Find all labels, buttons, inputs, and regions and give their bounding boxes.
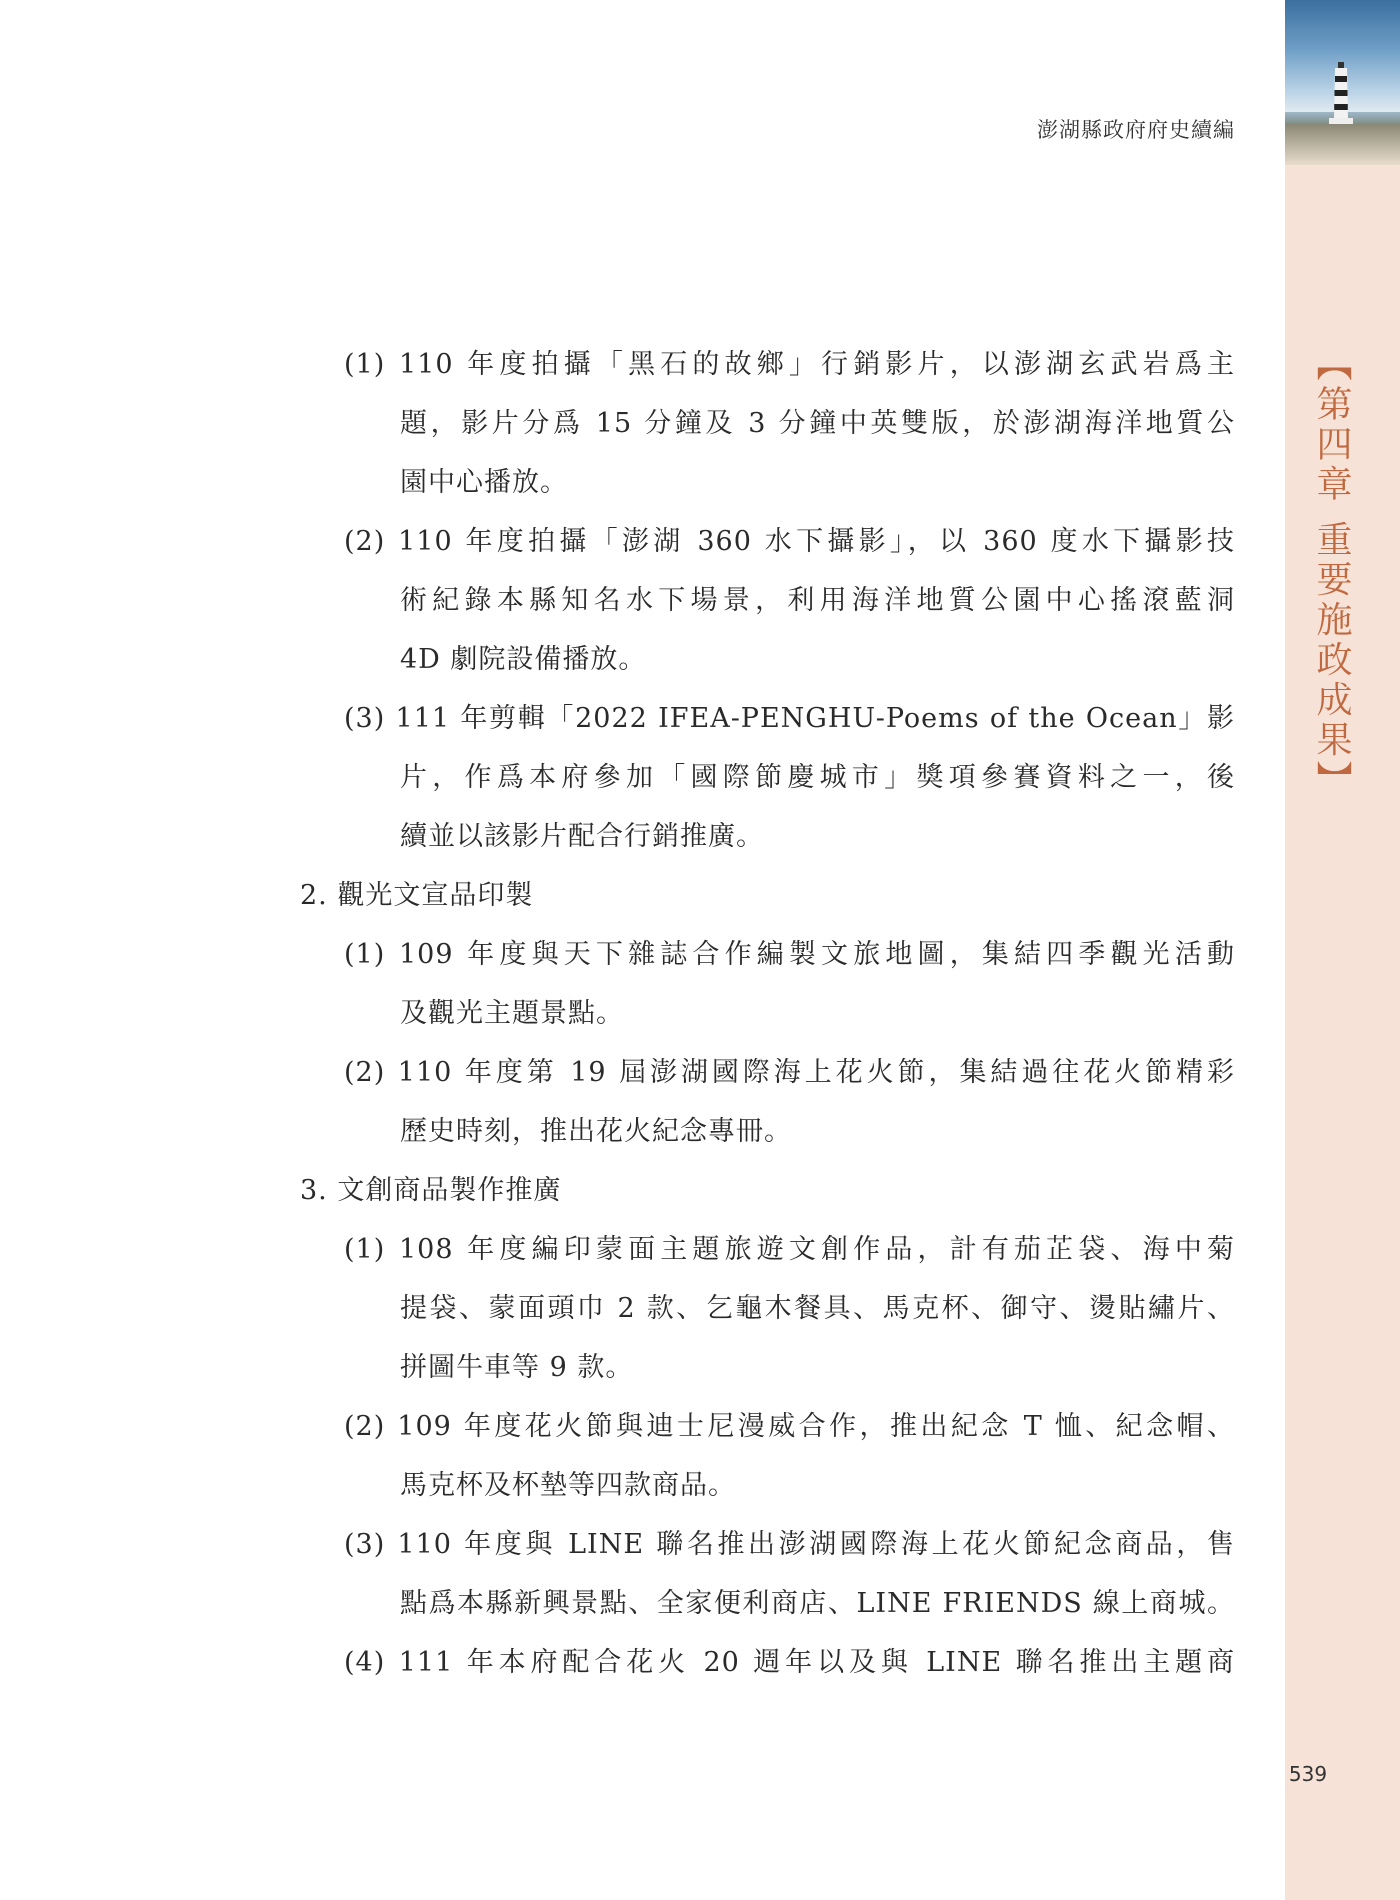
text-line: 歷史時刻，推出花火紀念專冊。 <box>400 1116 792 1147</box>
text-line: (2) 110 年度第 19 屆澎湖國際海上花火節，集結過往花火節精彩 <box>344 1057 1235 1088</box>
text-line: 提袋、蒙面頭巾 2 款、乞龜木餐具、馬克杯、御守、燙貼繡片、 <box>400 1293 1235 1324</box>
section-heading: 3. 文創商品製作推廣 <box>300 1175 562 1206</box>
text-line: 題，影片分爲 15 分鐘及 3 分鐘中英雙版，於澎湖海洋地質公 <box>400 408 1235 439</box>
page-number: 539 <box>1288 1762 1328 1786</box>
text-line: (4) 111 年本府配合花火 20 週年以及與 LINE 聯名推出主題商 <box>344 1647 1235 1678</box>
lighthouse-icon <box>1321 58 1361 128</box>
chapter-tab: 【第四章 重要施政成果】 <box>1311 345 1352 801</box>
text-line: 拼圖牛車等 9 款。 <box>400 1352 634 1383</box>
text-line: 點爲本縣新興景點、全家便利商店、LINE FRIENDS 線上商城。 <box>400 1588 1235 1619</box>
text-line: (2) 109 年度花火節與迪士尼漫威合作，推出紀念 T 恤、紀念帽、 <box>344 1411 1235 1442</box>
document-body <box>300 335 1235 1692</box>
text-line: 續並以該影片配合行銷推廣。 <box>400 821 764 852</box>
text-line: (2) 110 年度拍攝「澎湖 360 水下攝影」，以 360 度水下攝影技 <box>344 526 1235 557</box>
text-line: (1) 110 年度拍攝「黑石的故鄉」行銷影片，以澎湖玄武岩爲主 <box>344 349 1235 380</box>
text-line: 4D 劇院設備播放。 <box>400 644 647 675</box>
section-heading: 2. 觀光文宣品印製 <box>300 880 534 911</box>
text-line: (3) 111 年剪輯「2022 IFEA-PENGHU-Poems of the Ocean」影 <box>344 703 1235 734</box>
text-line: 術紀錄本縣知名水下場景，利用海洋地質公園中心搖滾藍洞 <box>400 585 1235 616</box>
text-line: 片，作爲本府參加「國際節慶城市」獎項參賽資料之一，後 <box>400 762 1235 793</box>
lighthouse-photo <box>1285 0 1400 165</box>
text-line: (3) 110 年度與 LINE 聯名推出澎湖國際海上花火節紀念商品，售 <box>344 1529 1235 1560</box>
text-line: (1) 108 年度編印蒙面主題旅遊文創作品，計有茄芷袋、海中菊 <box>344 1234 1235 1265</box>
shoreline <box>1285 124 1400 165</box>
text-line: 及觀光主題景點。 <box>400 998 624 1029</box>
text-line: 園中心播放。 <box>400 467 568 498</box>
text-line: 馬克杯及杯墊等四款商品。 <box>400 1470 736 1501</box>
side-band <box>1285 0 1400 1900</box>
running-header: 澎湖縣政府府史續編 <box>1037 118 1235 142</box>
text-line: (1) 109 年度與天下雜誌合作編製文旅地圖，集結四季觀光活動 <box>344 939 1235 970</box>
